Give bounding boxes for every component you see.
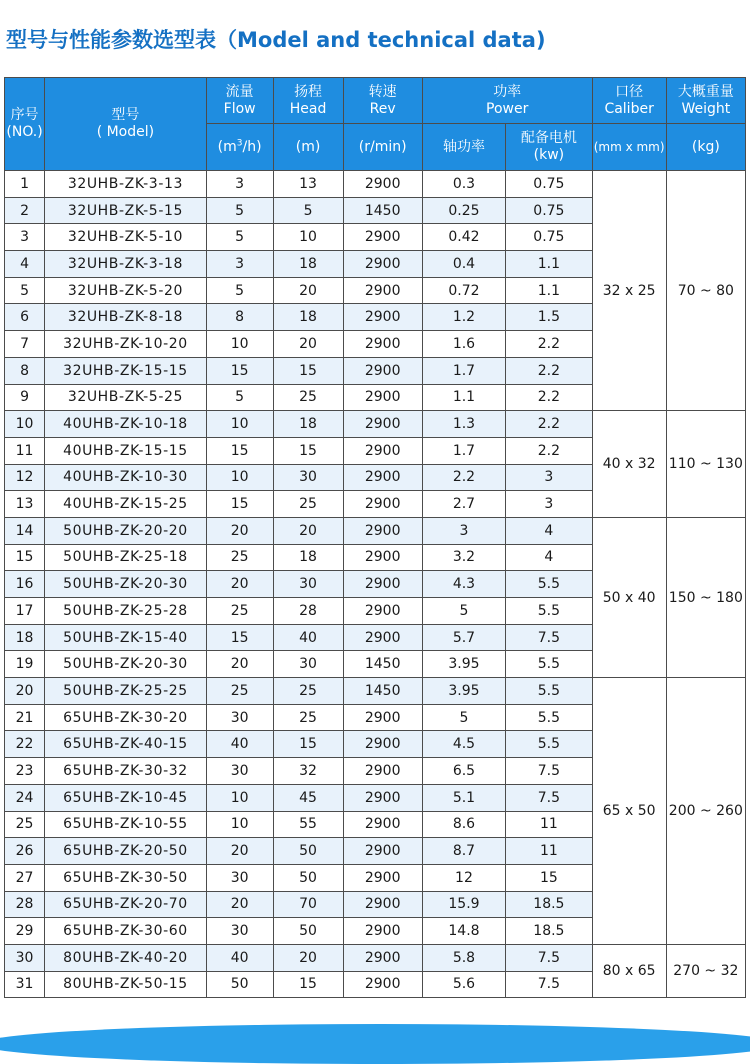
cell-shaft-power: 14.8 <box>422 918 505 945</box>
cell-flow: 15 <box>206 437 273 464</box>
header-flow-unit: $(m^3/h)$ <box>206 124 273 171</box>
cell-no: 27 <box>5 864 45 891</box>
cell-no: 24 <box>5 784 45 811</box>
cell-motor-power: 7.5 <box>506 758 592 785</box>
cell-rev: 2900 <box>343 517 422 544</box>
cell-no: 20 <box>5 678 45 705</box>
cell-weight: 150 ~ 180 <box>666 517 745 677</box>
cell-no: 2 <box>5 197 45 224</box>
cell-motor-power: 7.5 <box>506 971 592 998</box>
cell-shaft-power: 5.1 <box>422 784 505 811</box>
cell-model: 50UHB-ZK-25-25 <box>45 678 207 705</box>
cell-caliber: 32 x 25 <box>592 171 666 411</box>
cell-shaft-power: 5.6 <box>422 971 505 998</box>
cell-model: 50UHB-ZK-20-30 <box>45 651 207 678</box>
cell-flow: 15 <box>206 357 273 384</box>
cell-model: 32UHB-ZK-5-15 <box>45 197 207 224</box>
cell-rev: 2900 <box>343 304 422 331</box>
cell-model: 40UHB-ZK-10-30 <box>45 464 207 491</box>
header-weight: 大概重量 Weight <box>666 78 745 124</box>
cell-shaft-power: 3.95 <box>422 678 505 705</box>
cell-flow: 25 <box>206 678 273 705</box>
cell-shaft-power: 6.5 <box>422 758 505 785</box>
cell-head: 18 <box>273 304 343 331</box>
cell-no: 26 <box>5 838 45 865</box>
cell-flow: 25 <box>206 544 273 571</box>
cell-shaft-power: 2.2 <box>422 464 505 491</box>
cell-no: 11 <box>5 437 45 464</box>
cell-model: 32UHB-ZK-3-18 <box>45 251 207 278</box>
cell-flow: 20 <box>206 571 273 598</box>
cell-head: 20 <box>273 517 343 544</box>
cell-shaft-power: 1.7 <box>422 437 505 464</box>
cell-no: 14 <box>5 517 45 544</box>
cell-head: 30 <box>273 464 343 491</box>
header-shaft-power: 轴功率 <box>422 124 505 171</box>
cell-shaft-power: 1.6 <box>422 331 505 358</box>
cell-model: 65UHB-ZK-40-15 <box>45 731 207 758</box>
cell-rev: 2900 <box>343 891 422 918</box>
cell-flow: 10 <box>206 464 273 491</box>
cell-rev: 2900 <box>343 624 422 651</box>
cell-shaft-power: 12 <box>422 864 505 891</box>
cell-motor-power: 5.5 <box>506 731 592 758</box>
cell-model: 65UHB-ZK-10-45 <box>45 784 207 811</box>
cell-motor-power: 18.5 <box>506 891 592 918</box>
cell-no: 25 <box>5 811 45 838</box>
cell-motor-power: 2.2 <box>506 357 592 384</box>
cell-head: 25 <box>273 491 343 518</box>
cell-head: 20 <box>273 331 343 358</box>
cell-head: 18 <box>273 251 343 278</box>
cell-model: 65UHB-ZK-30-50 <box>45 864 207 891</box>
cell-motor-power: 2.2 <box>506 411 592 438</box>
cell-flow: 30 <box>206 918 273 945</box>
cell-rev: 2900 <box>343 758 422 785</box>
cell-no: 28 <box>5 891 45 918</box>
cell-rev: 2900 <box>343 598 422 625</box>
cell-flow: 5 <box>206 384 273 411</box>
table-row <box>5 944 746 971</box>
table-row <box>5 678 746 705</box>
table-row <box>5 171 746 198</box>
cell-head: 18 <box>273 544 343 571</box>
cell-shaft-power: 2.7 <box>422 491 505 518</box>
cell-motor-power: 2.2 <box>506 331 592 358</box>
cell-model: 32UHB-ZK-5-20 <box>45 277 207 304</box>
cell-shaft-power: 1.3 <box>422 411 505 438</box>
cell-rev: 2900 <box>343 491 422 518</box>
cell-motor-power: 1.5 <box>506 304 592 331</box>
cell-rev: 2900 <box>343 864 422 891</box>
cell-no: 9 <box>5 384 45 411</box>
cell-head: 30 <box>273 651 343 678</box>
cell-caliber: 80 x 65 <box>592 944 666 997</box>
cell-rev: 1450 <box>343 197 422 224</box>
cell-no: 21 <box>5 704 45 731</box>
header-head: 扬程 Head <box>273 78 343 124</box>
cell-no: 5 <box>5 277 45 304</box>
cell-caliber: 50 x 40 <box>592 517 666 677</box>
cell-flow: 10 <box>206 784 273 811</box>
cell-shaft-power: 1.2 <box>422 304 505 331</box>
header-caliber: 口径 Caliber <box>592 78 666 124</box>
cell-model: 50UHB-ZK-25-18 <box>45 544 207 571</box>
cell-weight: 110 ~ 130 <box>666 411 745 518</box>
cell-flow: 5 <box>206 277 273 304</box>
cell-rev: 2900 <box>343 251 422 278</box>
cell-head: 5 <box>273 197 343 224</box>
spec-table <box>4 77 746 998</box>
cell-no: 12 <box>5 464 45 491</box>
cell-motor-power: 2.2 <box>506 384 592 411</box>
cell-shaft-power: 1.1 <box>422 384 505 411</box>
cell-motor-power: 7.5 <box>506 624 592 651</box>
cell-shaft-power: 0.25 <box>422 197 505 224</box>
cell-no: 4 <box>5 251 45 278</box>
cell-head: 10 <box>273 224 343 251</box>
cell-flow: 25 <box>206 598 273 625</box>
cell-head: 70 <box>273 891 343 918</box>
cell-rev: 1450 <box>343 651 422 678</box>
cell-flow: 40 <box>206 944 273 971</box>
cell-no: 19 <box>5 651 45 678</box>
cell-motor-power: 5.5 <box>506 571 592 598</box>
cell-model: 32UHB-ZK-3-13 <box>45 171 207 198</box>
cell-head: 45 <box>273 784 343 811</box>
cell-flow: 3 <box>206 251 273 278</box>
cell-flow: 15 <box>206 491 273 518</box>
cell-head: 13 <box>273 171 343 198</box>
cell-head: 40 <box>273 624 343 651</box>
cell-model: 32UHB-ZK-10-20 <box>45 331 207 358</box>
cell-caliber: 40 x 32 <box>592 411 666 518</box>
cell-rev: 2900 <box>343 704 422 731</box>
cell-head: 25 <box>273 704 343 731</box>
cell-flow: 20 <box>206 838 273 865</box>
cell-shaft-power: 0.72 <box>422 277 505 304</box>
cell-model: 32UHB-ZK-5-25 <box>45 384 207 411</box>
cell-no: 6 <box>5 304 45 331</box>
cell-shaft-power: 5 <box>422 704 505 731</box>
cell-rev: 2900 <box>343 411 422 438</box>
cell-model: 65UHB-ZK-10-55 <box>45 811 207 838</box>
cell-shaft-power: 4.3 <box>422 571 505 598</box>
cell-head: 55 <box>273 811 343 838</box>
cell-no: 16 <box>5 571 45 598</box>
cell-no: 10 <box>5 411 45 438</box>
cell-motor-power: 18.5 <box>506 918 592 945</box>
header-caliber-unit: (mm x mm) <box>592 124 666 171</box>
header-motor: 配备电机 (kw) <box>506 124 592 171</box>
cell-model: 65UHB-ZK-20-70 <box>45 891 207 918</box>
cell-flow: 20 <box>206 891 273 918</box>
cell-model: 50UHB-ZK-20-30 <box>45 571 207 598</box>
cell-rev: 2900 <box>343 784 422 811</box>
header-no: 序号 (NO.) <box>5 78 45 171</box>
cell-weight: 70 ~ 80 <box>666 171 745 411</box>
cell-motor-power: 15 <box>506 864 592 891</box>
cell-model: 40UHB-ZK-15-25 <box>45 491 207 518</box>
cell-rev: 2900 <box>343 811 422 838</box>
cell-motor-power: 0.75 <box>506 197 592 224</box>
cell-flow: 30 <box>206 704 273 731</box>
header-head-unit: (m) <box>273 124 343 171</box>
header-power: 功率 Power <box>422 78 592 124</box>
cell-motor-power: 7.5 <box>506 784 592 811</box>
page-title: 型号与性能参数选型表（Model and technical data) <box>6 28 546 52</box>
cell-model: 65UHB-ZK-20-50 <box>45 838 207 865</box>
cell-shaft-power: 3.2 <box>422 544 505 571</box>
header-weight-unit: (kg) <box>666 124 745 171</box>
cell-shaft-power: 4.5 <box>422 731 505 758</box>
cell-model: 80UHB-ZK-40-20 <box>45 944 207 971</box>
cell-flow: 50 <box>206 971 273 998</box>
cell-flow: 10 <box>206 411 273 438</box>
cell-head: 50 <box>273 838 343 865</box>
cell-head: 15 <box>273 437 343 464</box>
cell-motor-power: 1.1 <box>506 277 592 304</box>
cell-head: 25 <box>273 678 343 705</box>
cell-flow: 10 <box>206 331 273 358</box>
cell-shaft-power: 3.95 <box>422 651 505 678</box>
table-row <box>5 411 746 438</box>
cell-flow: 8 <box>206 304 273 331</box>
cell-no: 31 <box>5 971 45 998</box>
cell-rev: 2900 <box>343 544 422 571</box>
cell-motor-power: 11 <box>506 811 592 838</box>
cell-motor-power: 0.75 <box>506 224 592 251</box>
cell-model: 50UHB-ZK-15-40 <box>45 624 207 651</box>
cell-no: 18 <box>5 624 45 651</box>
cell-rev: 2900 <box>343 171 422 198</box>
cell-head: 20 <box>273 944 343 971</box>
cell-shaft-power: 1.7 <box>422 357 505 384</box>
cell-motor-power: 5.5 <box>506 678 592 705</box>
cell-shaft-power: 8.7 <box>422 838 505 865</box>
bottom-decoration <box>0 1024 750 1064</box>
cell-rev: 2900 <box>343 838 422 865</box>
cell-motor-power: 0.75 <box>506 171 592 198</box>
cell-head: 28 <box>273 598 343 625</box>
cell-rev: 2900 <box>343 731 422 758</box>
cell-shaft-power: 5.7 <box>422 624 505 651</box>
cell-flow: 20 <box>206 651 273 678</box>
cell-rev: 2900 <box>343 571 422 598</box>
cell-no: 3 <box>5 224 45 251</box>
cell-flow: 10 <box>206 811 273 838</box>
cell-weight: 200 ~ 260 <box>666 678 745 945</box>
cell-no: 13 <box>5 491 45 518</box>
cell-no: 17 <box>5 598 45 625</box>
cell-model: 65UHB-ZK-30-20 <box>45 704 207 731</box>
cell-motor-power: 5.5 <box>506 598 592 625</box>
cell-motor-power: 4 <box>506 517 592 544</box>
cell-model: 50UHB-ZK-25-28 <box>45 598 207 625</box>
cell-motor-power: 3 <box>506 491 592 518</box>
cell-model: 40UHB-ZK-15-15 <box>45 437 207 464</box>
cell-flow: 40 <box>206 731 273 758</box>
cell-model: 32UHB-ZK-8-18 <box>45 304 207 331</box>
header-rev-unit: (r/min) <box>343 124 422 171</box>
cell-no: 22 <box>5 731 45 758</box>
cell-rev: 2900 <box>343 277 422 304</box>
cell-head: 32 <box>273 758 343 785</box>
cell-shaft-power: 0.3 <box>422 171 505 198</box>
cell-flow: 5 <box>206 197 273 224</box>
cell-model: 32UHB-ZK-15-15 <box>45 357 207 384</box>
cell-motor-power: 2.2 <box>506 437 592 464</box>
table-body <box>5 171 746 998</box>
cell-rev: 2900 <box>343 224 422 251</box>
cell-shaft-power: 5.8 <box>422 944 505 971</box>
cell-flow: 30 <box>206 864 273 891</box>
cell-rev: 2900 <box>343 357 422 384</box>
cell-head: 20 <box>273 277 343 304</box>
cell-caliber: 65 x 50 <box>592 678 666 945</box>
cell-shaft-power: 0.42 <box>422 224 505 251</box>
cell-model: 65UHB-ZK-30-60 <box>45 918 207 945</box>
cell-rev: 2900 <box>343 437 422 464</box>
cell-head: 30 <box>273 571 343 598</box>
cell-motor-power: 1.1 <box>506 251 592 278</box>
cell-flow: 15 <box>206 624 273 651</box>
cell-no: 30 <box>5 944 45 971</box>
cell-no: 7 <box>5 331 45 358</box>
cell-motor-power: 5.5 <box>506 704 592 731</box>
cell-shaft-power: 0.4 <box>422 251 505 278</box>
cell-rev: 2900 <box>343 944 422 971</box>
cell-head: 18 <box>273 411 343 438</box>
cell-rev: 2900 <box>343 331 422 358</box>
cell-flow: 20 <box>206 517 273 544</box>
cell-motor-power: 5.5 <box>506 651 592 678</box>
cell-no: 23 <box>5 758 45 785</box>
cell-motor-power: 11 <box>506 838 592 865</box>
cell-model: 32UHB-ZK-5-10 <box>45 224 207 251</box>
cell-model: 50UHB-ZK-20-20 <box>45 517 207 544</box>
cell-model: 80UHB-ZK-50-15 <box>45 971 207 998</box>
cell-weight: 270 ~ 32 <box>666 944 745 997</box>
cell-head: 50 <box>273 864 343 891</box>
cell-rev: 1450 <box>343 678 422 705</box>
header-rev: 转速 Rev <box>343 78 422 124</box>
cell-rev: 2900 <box>343 464 422 491</box>
cell-model: 40UHB-ZK-10-18 <box>45 411 207 438</box>
cell-head: 15 <box>273 357 343 384</box>
cell-model: 65UHB-ZK-30-32 <box>45 758 207 785</box>
cell-flow: 5 <box>206 224 273 251</box>
cell-no: 8 <box>5 357 45 384</box>
cell-shaft-power: 15.9 <box>422 891 505 918</box>
header-flow: 流量 Flow <box>206 78 273 124</box>
cell-motor-power: 4 <box>506 544 592 571</box>
cell-head: 25 <box>273 384 343 411</box>
cell-no: 15 <box>5 544 45 571</box>
cell-motor-power: 3 <box>506 464 592 491</box>
cell-flow: 3 <box>206 171 273 198</box>
cell-motor-power: 7.5 <box>506 944 592 971</box>
cell-head: 15 <box>273 731 343 758</box>
cell-no: 1 <box>5 171 45 198</box>
cell-rev: 2900 <box>343 918 422 945</box>
cell-rev: 2900 <box>343 384 422 411</box>
table-row <box>5 517 746 544</box>
cell-shaft-power: 5 <box>422 598 505 625</box>
cell-flow: 30 <box>206 758 273 785</box>
cell-rev: 2900 <box>343 971 422 998</box>
cell-head: 50 <box>273 918 343 945</box>
header-model: 型号 ( Model) <box>45 78 207 171</box>
cell-shaft-power: 8.6 <box>422 811 505 838</box>
cell-shaft-power: 3 <box>422 517 505 544</box>
cell-head: 15 <box>273 971 343 998</box>
cell-no: 29 <box>5 918 45 945</box>
